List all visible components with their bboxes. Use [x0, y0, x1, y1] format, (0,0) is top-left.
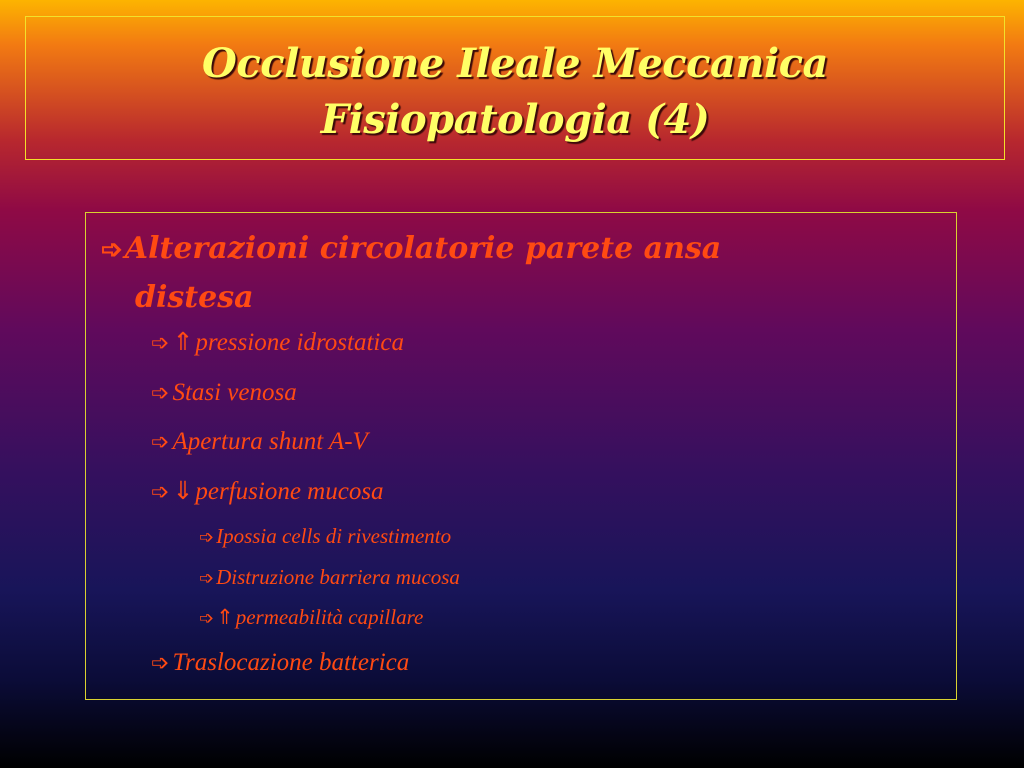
content-box	[85, 212, 957, 700]
sub-sub-bullet	[199, 522, 451, 551]
sub-sub-bullet-text: permeabilità capillare	[235, 605, 424, 629]
arrow-bullet-icon: ➩	[151, 650, 170, 675]
sub-sub-bullet	[199, 563, 460, 592]
arrow-bullet-icon: ➩	[199, 527, 215, 547]
sub-bullet	[151, 426, 368, 458]
arrow-bullet-icon: ➩	[151, 429, 170, 454]
arrow-bullet-icon: ➩	[151, 380, 170, 405]
title-box	[25, 16, 1005, 160]
sub-bullet-text: Apertura shunt A-V	[172, 428, 368, 455]
down-double-arrow-icon: ⇓	[172, 478, 194, 505]
main-bullet-text-line-2: distesa	[135, 280, 254, 315]
arrow-bullet-icon: ➩	[101, 235, 123, 265]
sub-bullet-text: Traslocazione batterica	[172, 649, 410, 676]
up-double-arrow-icon: ⇑	[172, 329, 194, 356]
arrow-bullet-icon: ➩	[199, 568, 215, 588]
sub-bullet-text: perfusione mucosa	[195, 478, 384, 505]
sub-bullet	[151, 647, 409, 679]
sub-bullet	[151, 377, 297, 409]
main-bullet	[101, 225, 931, 322]
slide-title-line-1: Occlusione Ileale Meccanica	[202, 40, 828, 87]
sub-bullet-text: Stasi venosa	[172, 379, 297, 406]
arrow-bullet-icon: ➩	[151, 330, 170, 355]
up-double-arrow-icon: ⇑	[216, 605, 234, 629]
sub-sub-bullet-text: Distruzione barriera mucosa	[216, 565, 460, 589]
sub-bullet	[151, 476, 384, 508]
sub-sub-bullet-text: Ipossia cells di rivestimento	[216, 524, 452, 548]
sub-bullet	[151, 327, 404, 359]
sub-sub-bullet	[199, 603, 423, 632]
arrow-bullet-icon: ➩	[199, 608, 215, 628]
sub-bullet-text: pressione idrostatica	[195, 329, 404, 356]
main-bullet-text-line-1: Alterazioni circolatorie parete ansa	[124, 231, 722, 266]
arrow-bullet-icon: ➩	[151, 479, 170, 504]
slide-title-line-2: Fisiopatologia (4)	[320, 96, 710, 143]
